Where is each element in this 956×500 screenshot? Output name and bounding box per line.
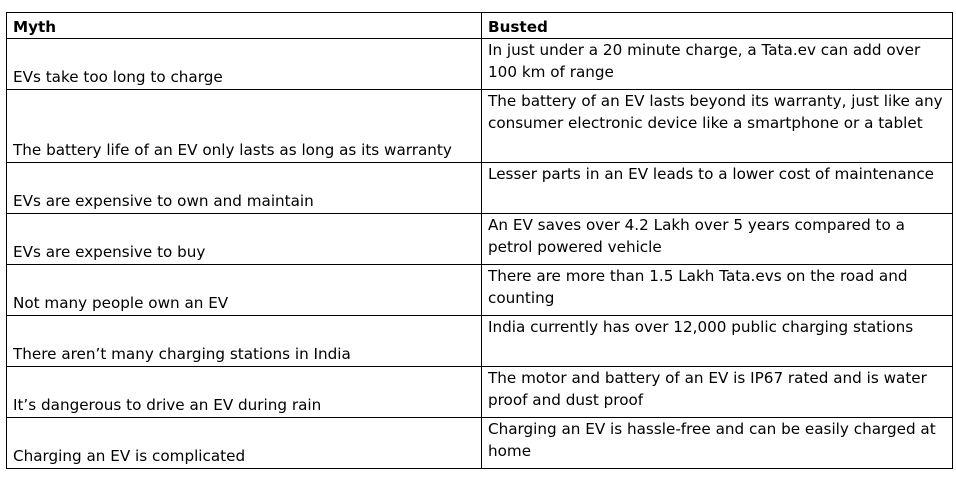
myth-busted-table-container <box>6 12 952 469</box>
table-row <box>7 163 953 214</box>
busted-cell: India currently has over 12,000 public charging stations <box>482 316 953 367</box>
header-busted: Busted <box>482 13 953 39</box>
myth-cell: EVs are expensive to buy <box>7 214 482 265</box>
myth-cell: EVs are expensive to own and maintain <box>7 163 482 214</box>
table-row <box>7 214 953 265</box>
busted-cell: There are more than 1.5 Lakh Tata.evs on the road and counting <box>482 265 953 316</box>
table-row <box>7 265 953 316</box>
table-row <box>7 316 953 367</box>
header-row <box>7 13 953 39</box>
busted-cell: Lesser parts in an EV leads to a lower cost of maintenance <box>482 163 953 214</box>
header-myth: Myth <box>7 13 482 39</box>
busted-cell: Charging an EV is hassle-free and can be easily charged at home <box>482 418 953 469</box>
table-row <box>7 367 953 418</box>
table-row <box>7 39 953 90</box>
myth-cell: EVs take too long to charge <box>7 39 482 90</box>
busted-cell: An EV saves over 4.2 Lakh over 5 years compared to a petrol powered vehicle <box>482 214 953 265</box>
myth-cell: Charging an EV is complicated <box>7 418 482 469</box>
myth-cell: There aren’t many charging stations in India <box>7 316 482 367</box>
myth-cell: Not many people own an EV <box>7 265 482 316</box>
busted-cell: The battery of an EV lasts beyond its warranty, just like any consumer electronic device like a smartphone or a tablet <box>482 90 953 163</box>
busted-cell: The motor and battery of an EV is IP67 rated and is water proof and dust proof <box>482 367 953 418</box>
busted-cell: In just under a 20 minute charge, a Tata.ev can add over 100 km of range <box>482 39 953 90</box>
table-row <box>7 418 953 469</box>
table-row <box>7 90 953 163</box>
myth-cell: It’s dangerous to drive an EV during rain <box>7 367 482 418</box>
myth-busted-table <box>6 12 953 469</box>
myth-cell: The battery life of an EV only lasts as long as its warranty <box>7 90 482 163</box>
